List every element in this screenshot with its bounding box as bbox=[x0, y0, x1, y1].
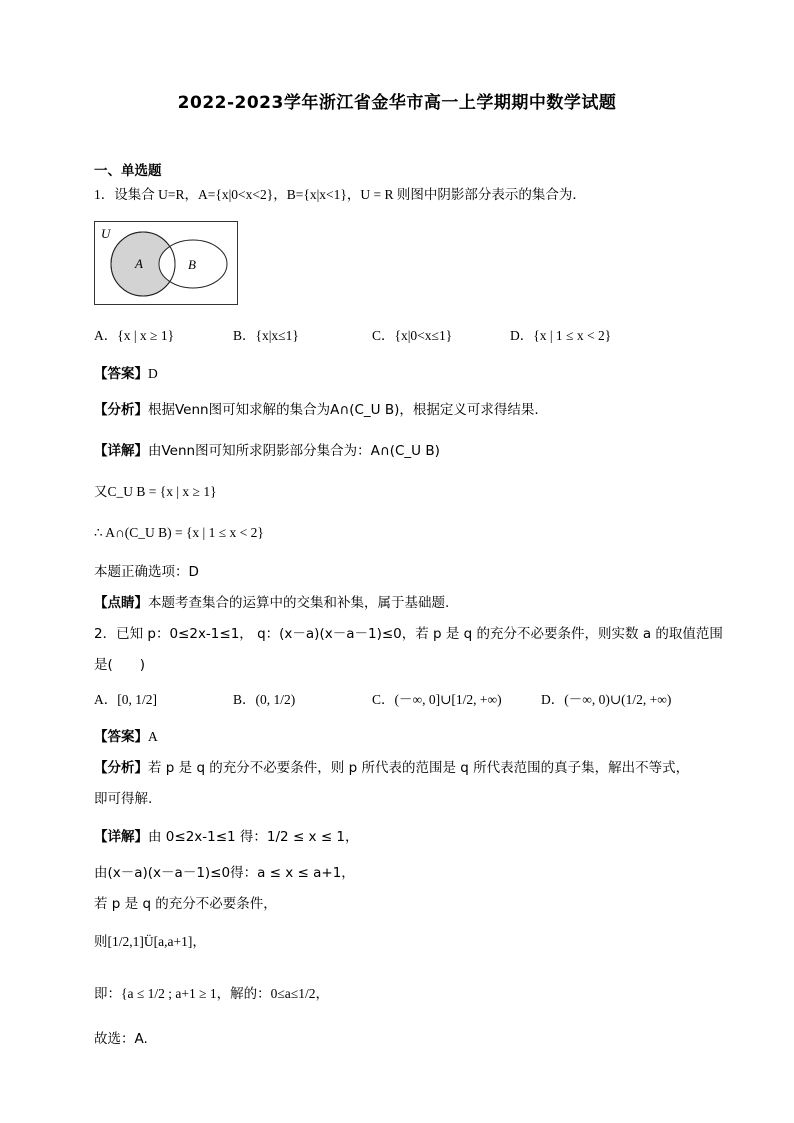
q2-step4: 即：{a ≤ 1/2 ; a+1 ≥ 1，解的：0≤a≤1/2， bbox=[94, 986, 329, 1001]
q2-stem-line1: 2．已知 p：0≤2x-1≤1， q：(x－a)(x－a－1)≤0，若 p 是 q 的充分不必要条件，则实数 a 的取值范围 bbox=[94, 626, 723, 642]
detail-tag: 【详解】 bbox=[94, 829, 148, 845]
answer-tag: 【答案】 bbox=[94, 366, 148, 382]
venn-diagram bbox=[94, 221, 238, 305]
q2-option-c[interactable]: C．(－∞, 0]∪[1/2, +∞) bbox=[372, 692, 502, 707]
detail-text: 由Venn图可知所求阴影部分集合为：A∩(C_U B) bbox=[148, 443, 440, 459]
q2-conclusion: 故选：A. bbox=[94, 1031, 148, 1047]
q1-analysis-line bbox=[94, 401, 539, 419]
q1-option-a[interactable]: A．{x | x ≥ 1} bbox=[94, 328, 175, 343]
label-b: B bbox=[188, 257, 196, 272]
comment-tag: 【点睛】 bbox=[94, 595, 148, 611]
analysis-tag: 【分析】 bbox=[94, 402, 148, 418]
analysis-text: 根据Venn图可知求解的集合为A∩(C_U B)，根据定义可求得结果. bbox=[148, 402, 539, 418]
detail-tag: 【详解】 bbox=[94, 443, 148, 459]
answer-value: A bbox=[148, 729, 158, 744]
q1-answer-line bbox=[94, 365, 158, 383]
label-u: U bbox=[101, 226, 111, 241]
q1-option-c[interactable]: C．{x|0<x≤1} bbox=[372, 328, 453, 343]
q2-step1: 由(x－a)(x－a－1)≤0得：a ≤ x ≤ a+1， bbox=[94, 865, 355, 881]
q1-stem: 1．设集合 U=R，A={x|0<x<2}，B={x|x<1}，U = R 则图中阴影部分表示的集合为． bbox=[94, 187, 586, 202]
q1-detail-line bbox=[94, 442, 440, 460]
detail-text: 由 0≤2x-1≤1 得：1/2 ≤ x ≤ 1， bbox=[148, 829, 359, 845]
q2-answer-line bbox=[94, 728, 158, 746]
q1-step2: ∴ A∩(C_U B) = {x | 1 ≤ x < 2} bbox=[94, 525, 264, 540]
comment-text: 本题考查集合的运算中的交集和补集，属于基础题. bbox=[148, 595, 450, 611]
q2-detail-line bbox=[94, 828, 359, 846]
answer-value: D bbox=[148, 366, 158, 381]
answer-tag: 【答案】 bbox=[94, 729, 148, 745]
label-a: A bbox=[135, 256, 143, 271]
q2-step2: 若 p 是 q 的充分不必要条件， bbox=[94, 896, 277, 912]
venn-svg bbox=[95, 222, 239, 306]
document-title: 2022-2023学年浙江省金华市高一上学期期中数学试题 bbox=[177, 93, 617, 113]
analysis-text: 若 p 是 q 的充分不必要条件，则 p 所代表的范围是 q 所代表范围的真子集，解出不等式， bbox=[148, 760, 690, 776]
q1-option-b[interactable]: B．{x|x≤1} bbox=[233, 328, 299, 343]
q2-analysis-line1 bbox=[94, 759, 689, 777]
q2-option-b[interactable]: B．(0, 1/2) bbox=[233, 692, 296, 707]
q2-stem-line2: 是( ) bbox=[94, 657, 146, 673]
q2-option-d[interactable]: D．(－∞, 0)∪(1/2, +∞) bbox=[541, 692, 672, 707]
q2-step3: 则[1/2,1]Ü[a,a+1]， bbox=[94, 934, 206, 949]
q1-conclusion: 本题正确选项：D bbox=[94, 564, 199, 580]
q1-step1: 又C_U B = {x | x ≥ 1} bbox=[94, 484, 217, 499]
q2-option-a[interactable]: A．[0, 1/2] bbox=[94, 692, 157, 707]
q1-option-d[interactable]: D．{x | 1 ≤ x < 2} bbox=[510, 328, 612, 343]
analysis-tag: 【分析】 bbox=[94, 760, 148, 776]
q1-comment-line bbox=[94, 594, 449, 612]
q2-analysis-line2: 即可得解. bbox=[94, 791, 153, 807]
section-heading: 一、单选题 bbox=[94, 163, 162, 179]
